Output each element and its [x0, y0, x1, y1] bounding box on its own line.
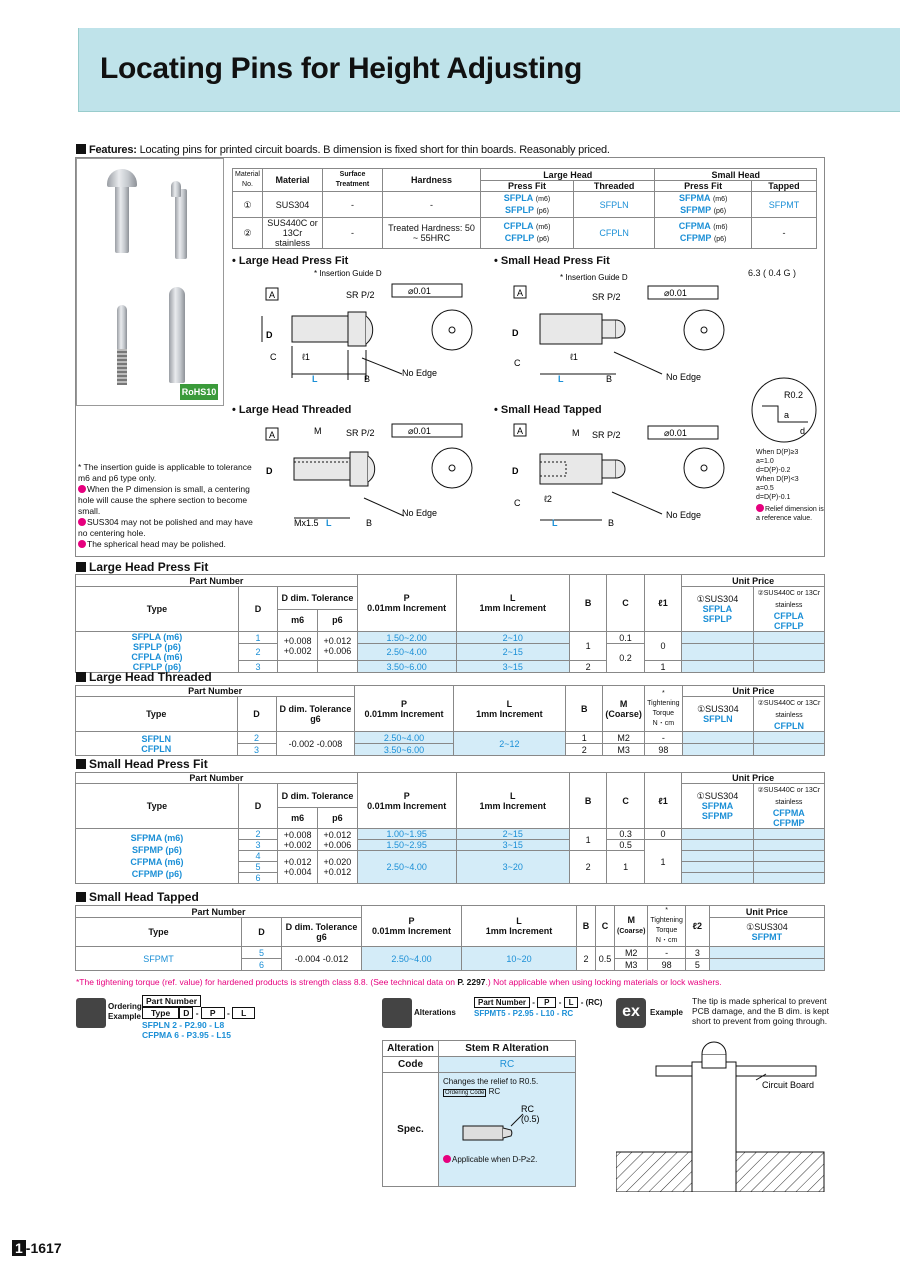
section-large-head-threaded: Large Head Threaded — [76, 670, 212, 684]
svg-text:⌀0.01: ⌀0.01 — [664, 288, 687, 298]
svg-text:M: M — [314, 426, 322, 436]
product-photo — [76, 158, 224, 406]
material-table: Material No. Material Surface Treatment Hardness Large Head Small Head Press Fit Threaded Press Fit Tapped ① SUS304 - - SFPLA (m6) SFPLP (p6) SFPLN SFPMA (m6) SFPMP (p6) SFPMT ② SUS440C or 13Cr stainless - Treated Hardness: 50 ~ 55HRC CFPLA (m6) CFPLP (p6) CFPLN CFPMA (m6) CFPMP (p6) - — [232, 168, 817, 249]
diagram-large-head-threaded — [232, 418, 482, 538]
ordering-icon — [76, 998, 106, 1028]
svg-text:R0.2: R0.2 — [784, 390, 804, 400]
svg-text:* Insertion Guide D: * Insertion Guide D — [560, 273, 628, 282]
svg-text:⌀0.01: ⌀0.01 — [408, 286, 431, 296]
svg-text:RC: RC — [521, 1104, 534, 1114]
svg-text:a: a — [784, 410, 790, 420]
rohs-badge: RoHS10 — [180, 384, 218, 400]
svg-text:⌀0.01: ⌀0.01 — [664, 428, 687, 438]
svg-text:B: B — [606, 374, 613, 384]
svg-text:D: D — [512, 466, 519, 476]
diagram-large-head-press-fit — [232, 268, 482, 398]
svg-text:ℓ2: ℓ2 — [544, 494, 552, 504]
diagram-title-lhpf: • Large Head Press Fit — [232, 255, 349, 267]
diagram-small-head-press-fit — [494, 268, 744, 398]
relief-detail — [748, 376, 820, 444]
alterations-example: Part Number - P - L - (RC) SFPMT5 - P2.95 - L10 - RC — [474, 998, 603, 1018]
relief-notes: When D(P)≥3 a=1.0 d=D(P)-0.2 When D(P)<3 a=0.5 d=D(P)-0.1 Relief dimension is a reference value. — [756, 449, 824, 522]
torque-note: *The tightening torque (ref. value) for hardened products is strength class 8.8. (See technical data on P. 2297.) Not applicable when using locking materials or lock washers. — [76, 977, 722, 987]
diagram-small-head-tapped — [494, 418, 744, 538]
section-small-head-press-fit: Small Head Press Fit — [76, 757, 208, 771]
section-small-head-tapped: Small Head Tapped — [76, 890, 199, 904]
roughness-symbol: 6.3 ( 0.4 G ) — [748, 268, 797, 278]
svg-text:D: D — [266, 330, 273, 340]
svg-text:M: M — [572, 428, 580, 438]
diagram-title-sht: • Small Head Tapped — [494, 404, 602, 416]
svg-text:No Edge: No Edge — [666, 372, 702, 382]
table-large-head-press-fit: Part Number P 0.01mm Increment L 1mm Increment B C ℓ1 Unit Price Type D D dim. Tolerance ①SUS304 SFPLA SFPLP ②SUS440C or 13Cr stainless CFPLA CFPLP m6 p6 SFPLA (m6) SFPLP (p6) CFPLA (m6) CFPLP (p6) 1 +0.008 +0.002 +0.012 +0.006 1.50~2.00 2~10 1 0.1 0 2 2.50~4.00 2~15 0.2 3 3.50~6.00 3~15 2 1 — [75, 574, 825, 673]
svg-text:SR P/2: SR P/2 — [592, 292, 621, 302]
svg-text:D: D — [512, 328, 519, 338]
svg-text:SR P/2: SR P/2 — [592, 430, 621, 440]
svg-text:L: L — [312, 374, 318, 384]
svg-text:A: A — [517, 426, 524, 436]
svg-text:SR P/2: SR P/2 — [346, 290, 375, 300]
svg-text:D: D — [266, 466, 273, 476]
svg-text:A: A — [517, 288, 524, 298]
svg-text:(0.5): (0.5) — [521, 1114, 540, 1124]
table-large-head-threaded: Part Number P 0.01mm Increment L 1mm Increment B M (Coarse) * Tightening Torque N・cm Unit Price Type D D dim. Tolerance g6 ①SUS304 SFPLN ②SUS440C or 13Cr stainless CFPLN SFPLN CFPLN 2 -0.002 -0.008 2.50~4.00 2~12 1 M2 - 3 3.50~6.00 2 M3 98 — [75, 685, 825, 756]
table-small-head-press-fit: Part Number P 0.01mm Increment L 1mm Increment B C ℓ1 Unit Price Type D D dim. Tolerance ①SUS304 SFPMA SFPMP ②SUS440C or 13Cr stainless CFPMA CFPMP m6 p6 SFPMA (m6) SFPMP (p6) CFPMA (m6) CFPMP (p6) 2 +0.008 +0.002 +0.012 +0.006 1.00~1.95 2~15 1 0.3 0 3 1.50~2.95 3~15 0.5 1 4 +0.012 +0.004 +0.020 +0.012 2.50~4.00 3~20 2 1 5 6 — [75, 772, 825, 884]
example-text: The tip is made spherical to prevent PCB damage, and the B dim. is kept short to prevent from going through. — [692, 996, 830, 1026]
svg-text:A: A — [269, 290, 276, 300]
alteration-table: Alteration Stem R Alteration Code RC Spec. Changes the relief to R0.5. Ordering Code RC RC (0.5) Applicable when D-P≥2. — [382, 1040, 576, 1187]
page-number: 1 -1617 — [12, 1240, 62, 1256]
svg-text:* Insertion Guide D: * Insertion Guide D — [314, 269, 382, 278]
features-line: Features: Locating pins for printed circuit boards. B dimension is fixed short for thin boards. Reasonably priced. — [76, 144, 610, 156]
alterations-icon — [382, 998, 412, 1028]
svg-text:A: A — [269, 430, 276, 440]
insertion-notes: * The insertion guide is applicable to tolerance m6 and p6 type only. When the P dimension is small, a centering hole will cause the sphere section to become small. SUS304 may not be polished and may have no centering hole. The spherical head may be polished. — [78, 462, 253, 549]
table-small-head-tapped: Part Number P 0.01mm Increment L 1mm Increment B C M (Coarse) * Tightening Torque N・cm ℓ2 Unit Price Type D D dim. Tolerance g6 ①SUS304 SFPMT SFPMT 5 -0.004 -0.012 2.50~4.00 10~20 2 0.5 M2 - 3 6 M3 98 5 — [75, 905, 825, 971]
svg-text:⌀0.01: ⌀0.01 — [408, 426, 431, 436]
svg-text:Circuit Board: Circuit Board — [762, 1080, 815, 1090]
svg-text:ℓ1: ℓ1 — [570, 352, 578, 362]
ordering-label: Ordering Example — [108, 1002, 142, 1021]
svg-text:B: B — [366, 518, 373, 528]
diagram-title-shpf: • Small Head Press Fit — [494, 255, 610, 267]
svg-text:ℓ1: ℓ1 — [302, 352, 310, 362]
page-title: Locating Pins for Height Adjusting — [100, 52, 583, 85]
example-label: Example — [650, 1008, 683, 1017]
section-large-head-press-fit: Large Head Press Fit — [76, 560, 208, 574]
example-illustration — [616, 1032, 826, 1192]
svg-text:L: L — [326, 518, 332, 528]
alterations-label: Alterations — [414, 1008, 456, 1017]
ordering-example: Part Number Type D - P - L SFPLN 2 - P2.90 - L8 CFPMA 6 - P3.95 - L15 — [142, 996, 255, 1040]
svg-text:L: L — [552, 518, 558, 528]
svg-text:C: C — [514, 358, 521, 368]
svg-text:No Edge: No Edge — [666, 510, 702, 520]
svg-text:No Edge: No Edge — [402, 368, 438, 378]
svg-text:C: C — [514, 498, 521, 508]
example-icon: ex — [616, 998, 646, 1028]
svg-text:B: B — [364, 374, 371, 384]
svg-text:No Edge: No Edge — [402, 508, 438, 518]
diagram-title-lht: • Large Head Threaded — [232, 404, 352, 416]
svg-text:d: d — [800, 426, 806, 436]
svg-text:Mx1.5: Mx1.5 — [294, 518, 319, 528]
svg-text:B: B — [608, 518, 615, 528]
svg-text:SR P/2: SR P/2 — [346, 428, 375, 438]
svg-text:L: L — [558, 374, 564, 384]
svg-text:C: C — [270, 352, 277, 362]
